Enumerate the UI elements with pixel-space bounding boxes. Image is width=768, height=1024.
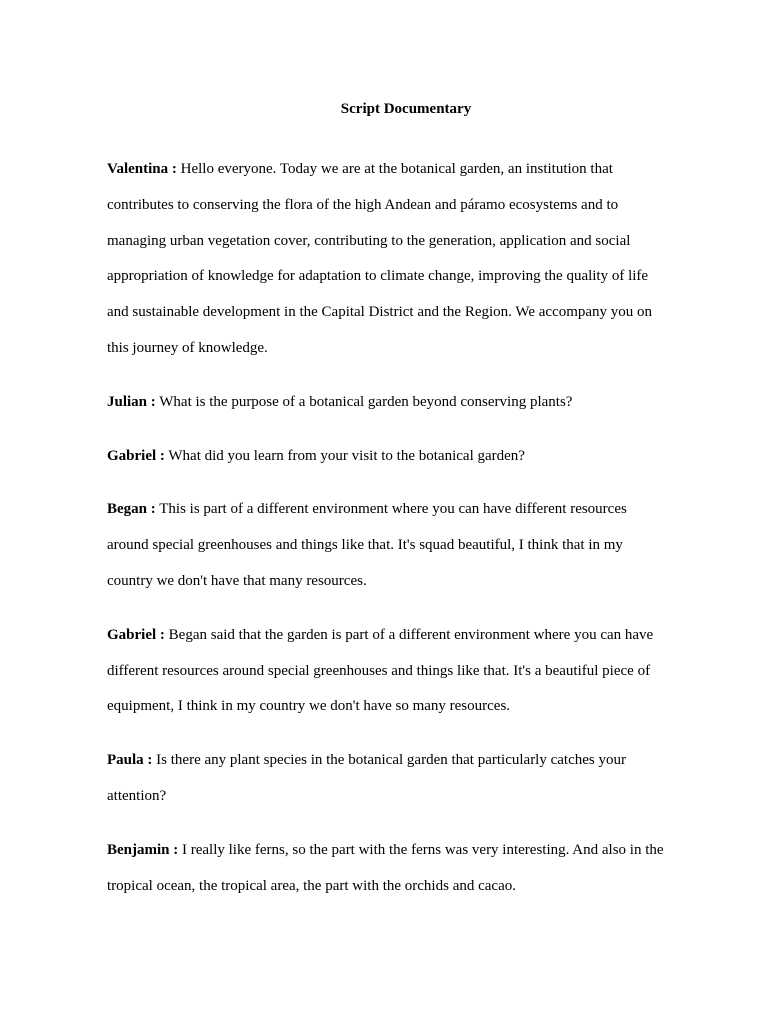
script-body xyxy=(107,152,667,922)
speaker-name: Paula : xyxy=(107,752,153,769)
speaker-name: Benjamin : xyxy=(107,841,179,858)
dialogue-text: Hello everyone. Today we are at the botanical garden, an institution that contributes to conserving the flora of the high Andean and páramo ecosystems and to managing urban vegetation cover, contributing to the generation, application and social appropriation of knowledge for adaptation to climate change, improving the quality of life and sustainable development in the Capital District and the Region. We accompany you on this journey of knowledge. xyxy=(107,161,653,356)
dialogue-paragraph xyxy=(107,152,667,367)
dialogue-paragraph xyxy=(107,492,667,599)
speaker-name: Gabriel : xyxy=(107,626,165,643)
dialogue-text: I really like ferns, so the part with the ferns was very interesting. And also in the tropical ocean, the tropical area, the part with the orchids and cacao. xyxy=(107,841,664,894)
dialogue-paragraph xyxy=(107,743,667,815)
dialogue-paragraph xyxy=(107,439,667,475)
dialogue-text: Began said that the garden is part of a different environment where you can have different resources around special greenhouses and things like that. It's a beautiful piece of equipment, I think in my country we don't have so many resources. xyxy=(107,626,654,715)
dialogue-paragraph xyxy=(107,833,667,905)
speaker-name: Valentina : xyxy=(107,161,177,177)
dialogue-text: This is part of a different environment where you can have different resources around special greenhouses and things like that. It's squad beautiful, I think that in my country we don't have that many resources. xyxy=(107,501,627,589)
dialogue-paragraph xyxy=(107,618,667,725)
speaker-name: Began : xyxy=(107,501,156,518)
speaker-name: Gabriel : xyxy=(107,447,165,464)
dialogue-text: What is the purpose of a botanical garden beyond conserving plants? xyxy=(159,393,573,410)
dialogue-paragraph xyxy=(107,385,667,421)
document-title: Script Documentary xyxy=(340,101,472,117)
dialogue-text: Is there any plant species in the botanical garden that particularly catches your attention? xyxy=(107,752,626,804)
dialogue-text: What did you learn from your visit to the botanical garden? xyxy=(168,447,525,464)
speaker-name: Julian : xyxy=(107,393,156,410)
